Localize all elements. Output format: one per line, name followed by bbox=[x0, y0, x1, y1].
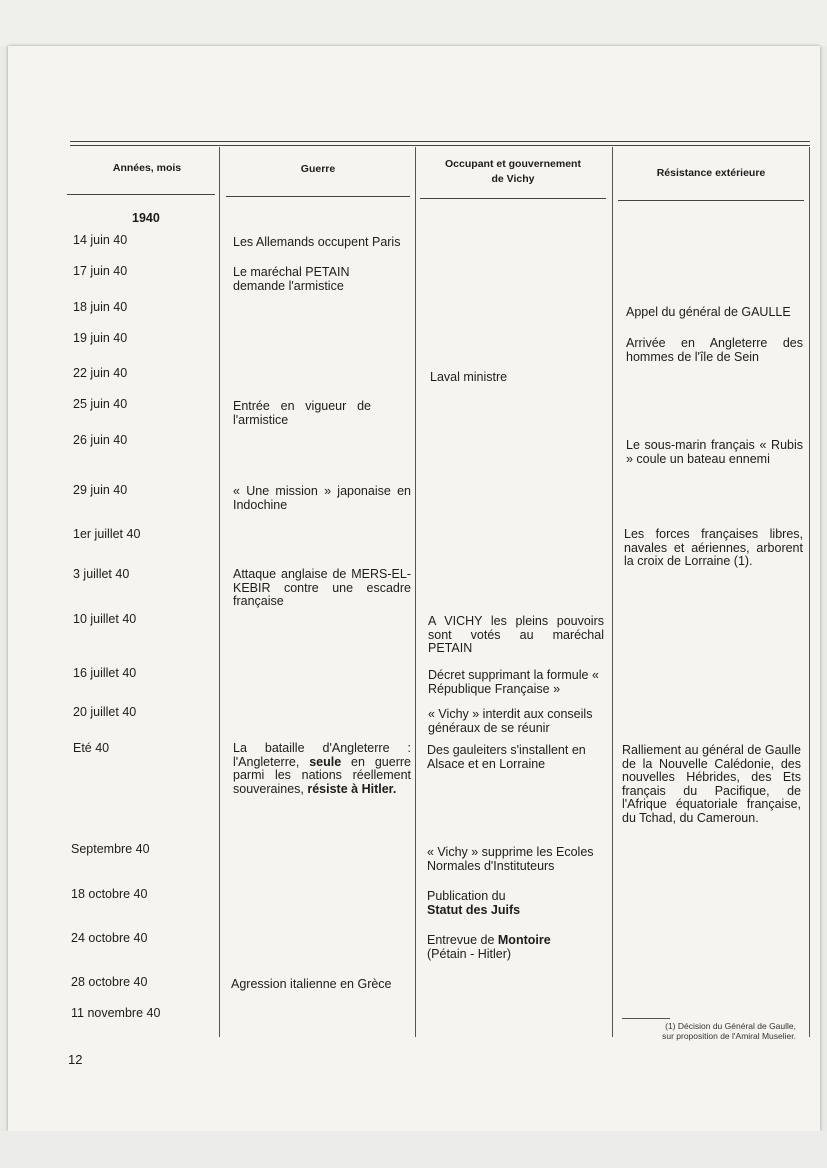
header-underline bbox=[67, 194, 215, 195]
top-rule-2 bbox=[70, 145, 810, 146]
footnote-line: sur proposition de l'Amiral Muselier. bbox=[662, 1031, 796, 1041]
date-cell: 28 octobre 40 bbox=[71, 975, 148, 989]
scan-bottom-margin bbox=[0, 1131, 827, 1168]
date-cell: 11 novembre 40 bbox=[71, 1006, 161, 1020]
resistance-event: Ralliement au général de Gaulle de la Nouvelle Calédonie, des nouvelles Hébrides, des Ets français du Pacifique, de l'Afrique équatoriale française, du Tchad, du Cameroun. bbox=[622, 743, 801, 825]
vichy-event-text: (Pétain - Hitler) bbox=[427, 946, 512, 961]
column-divider bbox=[219, 147, 220, 1037]
war-event: Agression italienne en Grèce bbox=[231, 977, 392, 991]
vichy-event-montoire bbox=[427, 934, 603, 961]
column-header-occupant bbox=[420, 157, 606, 187]
vichy-event: Des gauleiters s'installent en Alsace et en Lorraine bbox=[427, 743, 586, 771]
column-divider bbox=[612, 147, 613, 1037]
scan-top-margin bbox=[0, 0, 827, 46]
footnote-line: (1) Décision du Général de Gaulle, bbox=[665, 1021, 796, 1031]
date-cell: Eté 40 bbox=[73, 741, 110, 755]
vichy-event: Laval ministre bbox=[430, 370, 508, 384]
column-header-occupant-line1: Occupant et gouvernement bbox=[445, 158, 581, 170]
date-cell: 14 juin 40 bbox=[73, 233, 128, 247]
header-underline bbox=[226, 196, 410, 197]
vichy-event: A VICHY les pleins pouvoirs sont votés au maréchal PETAIN bbox=[428, 614, 604, 655]
date-cell: 29 juin 40 bbox=[73, 483, 128, 497]
war-event: « Une mission » japonaise en Indochine bbox=[233, 484, 411, 512]
date-cell: 10 juillet 40 bbox=[73, 612, 137, 626]
footnote-rule bbox=[622, 1018, 670, 1019]
vichy-event-emphasis: Statut des Juifs bbox=[427, 902, 521, 917]
war-event: Le maréchal PETAIN demande l'armistice bbox=[233, 265, 350, 293]
war-event-emphasis: résiste à Hitler. bbox=[307, 781, 397, 796]
war-event-text: La bataille d'Angleterre : l'Angleterre, bbox=[233, 741, 411, 769]
date-cell: 24 octobre 40 bbox=[71, 931, 148, 945]
date-cell: 17 juin 40 bbox=[73, 264, 128, 278]
column-header-resistance: Résistance extérieure bbox=[656, 167, 766, 179]
vichy-event: « Vichy » interdit aux conseils généraux de se réunir bbox=[428, 707, 593, 735]
header-underline bbox=[618, 200, 804, 201]
date-cell: 1er juillet 40 bbox=[73, 527, 141, 541]
column-header-years: Années, mois bbox=[112, 162, 182, 174]
war-event-battle-of-britain bbox=[233, 742, 411, 796]
date-cell: 16 juillet 40 bbox=[73, 666, 137, 680]
war-event: Entrée en vigueur de l'armistice bbox=[233, 399, 371, 427]
date-cell: 3 juillet 40 bbox=[73, 567, 130, 581]
vichy-event-statut bbox=[427, 890, 603, 917]
header-underline bbox=[420, 198, 606, 199]
column-divider bbox=[415, 147, 416, 1037]
resistance-event: Les forces françaises libres, navales et aériennes, arborent la croix de Lorraine (1). bbox=[624, 527, 803, 568]
war-event: Attaque anglaise de MERS-EL-KEBIR contre une escadre française bbox=[233, 567, 411, 608]
year-heading: 1940 bbox=[132, 211, 160, 225]
war-event-text: en guerre parmi les nations réellement souveraines, bbox=[233, 754, 411, 796]
date-cell: 19 juin 40 bbox=[73, 331, 128, 345]
date-cell: 25 juin 40 bbox=[73, 397, 128, 411]
date-cell: 20 juillet 40 bbox=[73, 705, 137, 719]
resistance-event: Appel du général de GAULLE bbox=[626, 305, 791, 319]
date-cell: 26 juin 40 bbox=[73, 433, 128, 447]
resistance-event: Arrivée en Angleterre des hommes de l'île de Sein bbox=[626, 336, 803, 364]
top-rule bbox=[70, 141, 810, 142]
column-header-occupant-line2: de Vichy bbox=[491, 173, 535, 185]
vichy-event-emphasis: Montoire bbox=[497, 933, 551, 947]
resistance-event: Le sous-marin français « Rubis » coule un bateau ennemi bbox=[626, 438, 803, 466]
page-number: 12 bbox=[68, 1052, 83, 1067]
column-divider bbox=[809, 147, 810, 1037]
vichy-event: Décret supprimant la formule « République Française » bbox=[428, 668, 599, 696]
column-header-war: Guerre bbox=[300, 163, 336, 175]
war-event: Les Allemands occupent Paris bbox=[233, 235, 401, 249]
footnote bbox=[612, 1021, 796, 1041]
vichy-event: « Vichy » supprime les Ecoles Normales d'Instituteurs bbox=[427, 845, 594, 873]
vichy-event-text: Publication du bbox=[427, 889, 506, 903]
date-cell: 22 juin 40 bbox=[73, 366, 128, 380]
document-page bbox=[8, 46, 820, 1131]
war-event-emphasis: seule bbox=[309, 754, 342, 769]
date-cell: 18 octobre 40 bbox=[71, 887, 148, 901]
date-cell: 18 juin 40 bbox=[73, 300, 128, 314]
vichy-event-text: Entrevue de bbox=[427, 933, 498, 947]
date-cell: Septembre 40 bbox=[71, 842, 150, 856]
